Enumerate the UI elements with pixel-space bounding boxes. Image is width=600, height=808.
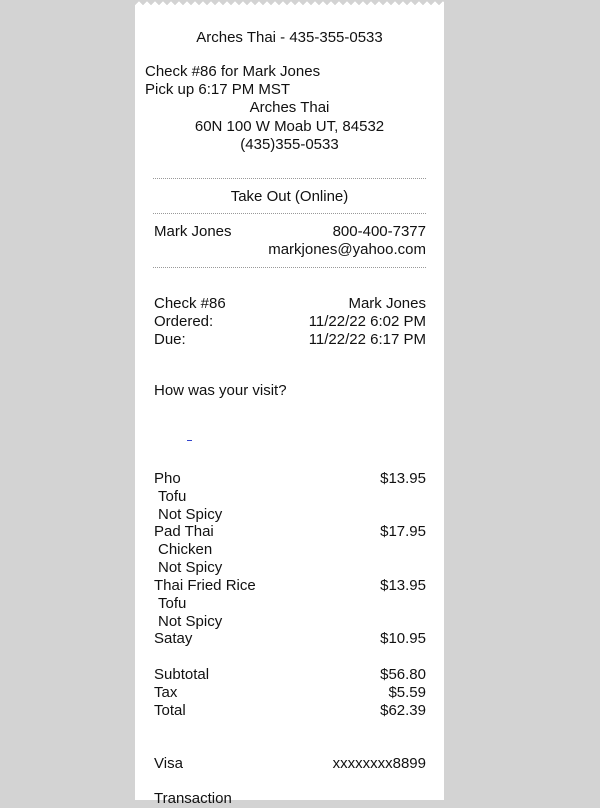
payment-method: Visa: [154, 755, 183, 772]
torn-edge: [135, 0, 444, 8]
customer-phone: 800-400-7377: [332, 223, 426, 240]
total-label: Total: [154, 702, 186, 719]
item-modifier: Not Spicy: [158, 613, 223, 630]
tax-value: $5.59: [388, 684, 426, 701]
restaurant-name: Arches Thai: [249, 99, 330, 116]
item-modifier: Not Spicy: [158, 506, 223, 523]
item-name: Satay: [154, 630, 193, 647]
receipt-title: Arches Thai - 435-355-0533: [196, 29, 383, 46]
divider: [153, 213, 426, 214]
ordered-label: Ordered:: [154, 313, 214, 330]
restaurant-address: 60N 100 W Moab UT, 84532: [194, 118, 385, 135]
tax-label: Tax: [154, 684, 178, 701]
item-price: $13.95: [380, 577, 426, 594]
item-modifier: Not Spicy: [158, 559, 223, 576]
check-server: Mark Jones: [348, 295, 426, 312]
ordered-value: 11/22/22 6:02 PM: [308, 313, 426, 330]
item-name: Pho: [154, 470, 181, 487]
check-line: Check #86 for Mark Jones: [145, 63, 321, 80]
card-number: xxxxxxxx8899: [332, 755, 426, 772]
customer-email: markjones@yahoo.com: [268, 241, 426, 258]
item-price: $13.95: [380, 470, 426, 487]
due-value: 11/22/22 6:17 PM: [308, 331, 426, 348]
feedback-prompt: How was your visit?: [154, 382, 287, 399]
item-modifier: Chicken: [158, 541, 213, 558]
item-modifier: Tofu: [158, 595, 187, 612]
receipt: [135, 0, 444, 807]
item-name: Thai Fried Rice: [154, 577, 256, 594]
item-name: Pad Thai: [154, 523, 214, 540]
feedback-link[interactable]: [187, 440, 192, 441]
item-price: $10.95: [380, 630, 426, 647]
total-value: $62.39: [380, 702, 426, 719]
divider: [153, 267, 426, 268]
subtotal-label: Subtotal: [154, 666, 210, 683]
pickup-line: Pick up 6:17 PM MST: [145, 81, 291, 98]
check-number: Check #86: [154, 295, 226, 312]
divider: [153, 178, 426, 179]
item-modifier: Tofu: [158, 488, 187, 505]
subtotal-value: $56.80: [380, 666, 426, 683]
item-price: $17.95: [380, 523, 426, 540]
customer-name: Mark Jones: [154, 223, 232, 240]
transaction-label: Transaction: [154, 790, 232, 807]
order-type: Take Out (Online): [230, 188, 349, 205]
due-label: Due:: [154, 331, 186, 348]
restaurant-phone: (435)355-0533: [240, 136, 339, 153]
